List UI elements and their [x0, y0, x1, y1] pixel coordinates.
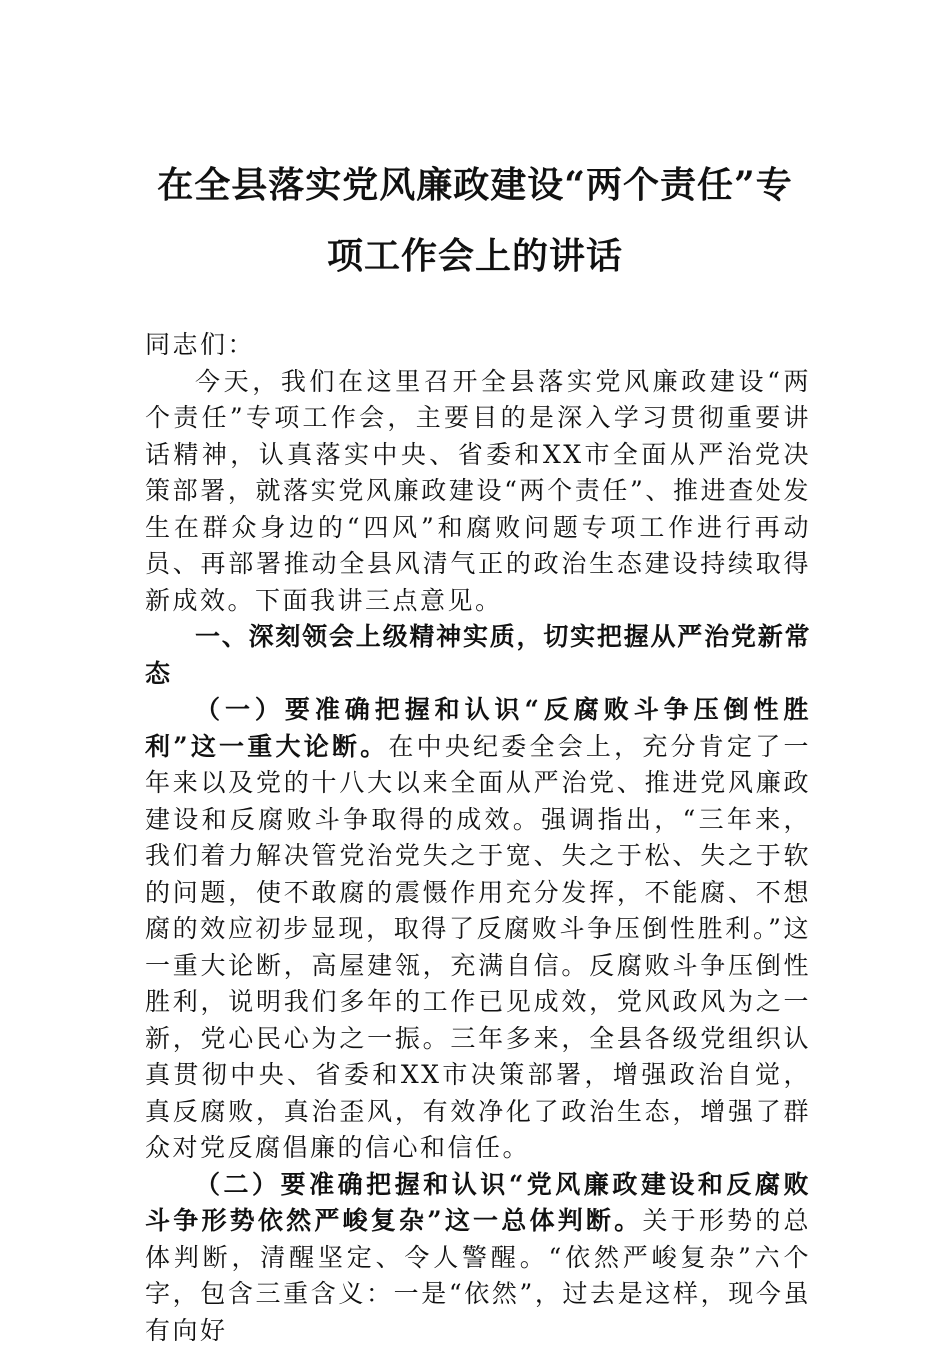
point-2-body: 关于形势的总体判断，清醒坚定、令人警醒。“依然严峻复杂”六个字，包含三重含义：一是“依然”，过去是这样，现今虽有向好	[145, 1206, 811, 1345]
point-2-paragraph	[145, 1167, 811, 1349]
point-1-paragraph	[145, 692, 811, 1167]
point-1-lead: （一）要准确把握和认识“反腐败斗争压倒性胜利”这一重大论断。	[145, 695, 811, 761]
point-2-lead: （二）要准确把握和认识“党风廉政建设和反腐败斗争形势依然严峻复杂”这一总体判断。	[145, 1170, 811, 1236]
document-title-line-1: 在全县落实党风廉政建设“两个责任”专	[130, 163, 820, 207]
document-title-line-2: 项工作会上的讲话	[130, 234, 820, 278]
section-heading-1: 一、深刻领会上级精神实质，切实把握从严治党新常态	[145, 619, 811, 692]
document-body	[145, 327, 811, 1349]
salutation: 同志们：	[145, 327, 811, 364]
point-1-body: 在中央纪委全会上，充分肯定了一年来以及党的十八大以来全面从严治党、推进党风廉政建设和反腐败斗争取得的成效。强调指出，“三年来，我们着力解决管党治党失之于宽、失之于松、失之于软的问题，使不敢腐的震慑作用充分发挥，不能腐、不想腐的效应初步显现，取得了反腐败斗争压倒性胜利。”这一重大论断，高屋建瓴，充满自信。反腐败斗争压倒性胜利，说明我们多年的工作已见成效，党风政风为之一新，党心民心为之一振。三年多来，全县各级党组织认真贯彻中央、省委和XX市决策部署，增强政治自觉，真反腐败，真治歪风，有效净化了政治生态，增强了群众对党反腐倡廉的信心和信任。	[145, 732, 811, 1163]
intro-paragraph: 今天，我们在这里召开全县落实党风廉政建设“两个责任”专项工作会，主要目的是深入学习贯彻重要讲话精神，认真落实中央、省委和XX市全面从严治党决策部署，就落实党风廉政建设“两个责任”、推进查处发生在群众身边的“四风”和腐败问题专项工作进行再动员、再部署推动全县风清气正的政治生态建设持续取得新成效。下面我讲三点意见。	[145, 364, 811, 620]
